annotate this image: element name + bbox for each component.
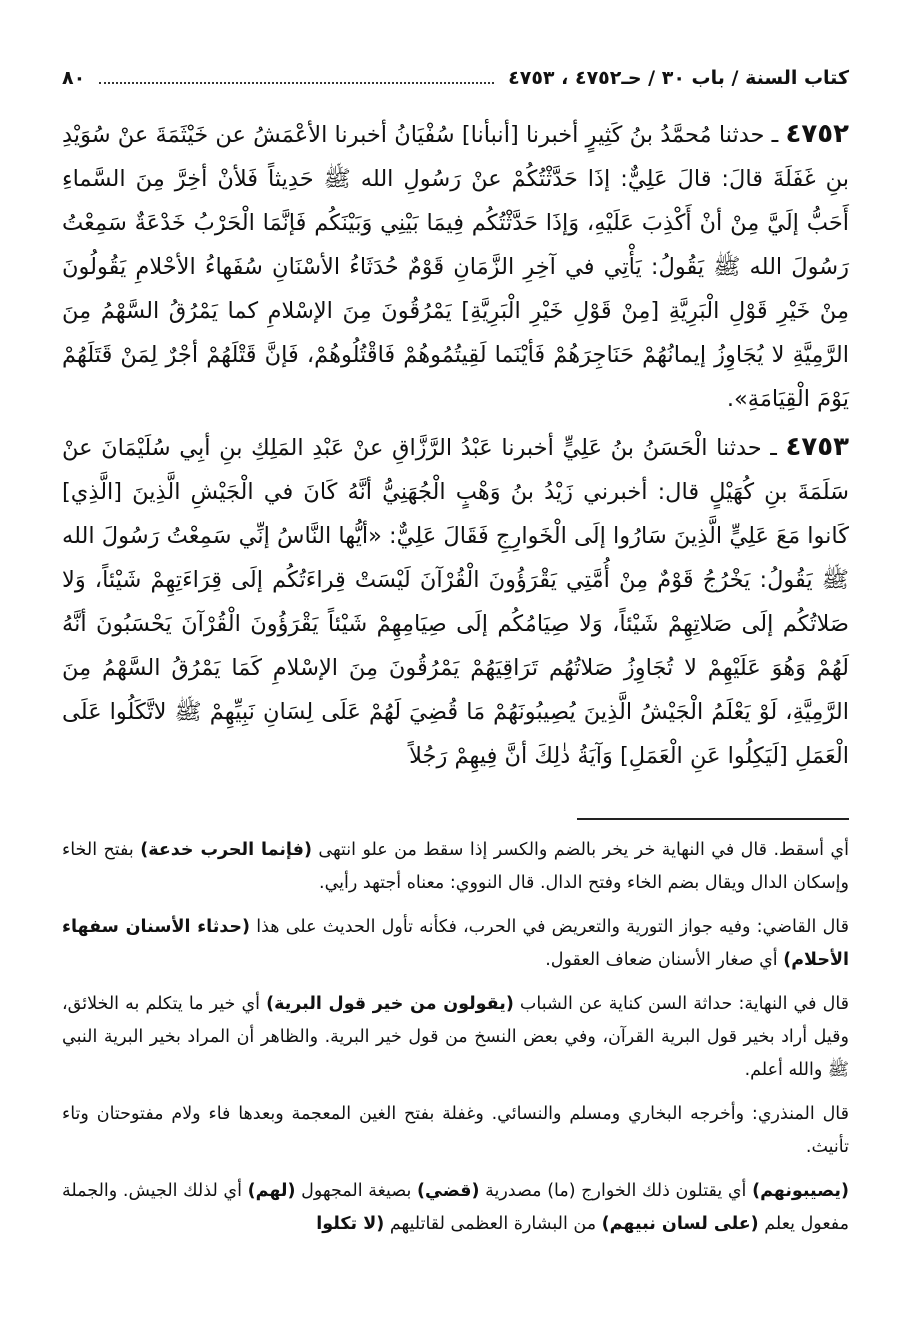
footnote-text: أي يقتلون ذلك الخوارج (ما) مصدرية — [479, 1181, 753, 1201]
footnote-bold-term: (فإنما الحرب خدعة) — [140, 840, 312, 860]
footnote-bold-term: (حدثاء الأسنان سفهاء الأحلام) — [62, 917, 849, 970]
footnote — [62, 1175, 849, 1241]
footnote-bold-term: (لا تكلوا — [316, 1214, 385, 1234]
footnote-text: قال القاضي: وفيه جواز التورية والتعريض في الحرب، فكأنه تأول الحديث على هذا — [250, 917, 849, 937]
footnote — [62, 988, 849, 1087]
footnote-text: قال في النهاية: حداثة السن كناية عن الشباب — [513, 994, 850, 1014]
hadith-number: ٤٧٥٣ — [785, 432, 849, 462]
footnote-text: أي صغار الأسنان ضعاف العقول. — [545, 950, 784, 970]
footnote-bold-term: (يصيبونهم) — [752, 1181, 849, 1201]
hadith-4752 — [62, 112, 849, 421]
hadith-4753 — [62, 425, 849, 778]
footnote — [62, 1098, 849, 1164]
hadith-body: ـ حدثنا مُحمَّدُ بنُ كَثِيرٍ أخبرنا [أنبأنا] سُفْيَانُ أخبرنا الأعْمَشُ عن خَيْثَمَةَ عنْ سُوَيْدِ بنِ غَفَلَةَ قالَ: قالَ عَلِيٌّ: إذَا حَدَّثْتُكُمْ عنْ رَسُولِ الله ﷺ حَدِيثاً فَلأنْ أخِرَّ مِنَ السَّماءِ أَحَبُّ إلَيَّ مِنْ أنْ أَكْذِبَ عَلَيْهِ، وَإذَا حَدَّثْتُكُم فِيمَا بَيْنِي وَبَيْنَكُم فَإنَّمَا الْحَرْبُ خَدْعَةٌ سَمِعْتُ رَسُولَ الله ﷺ يَقُولُ: يَأْتِي في آخِرِ الزَّمَانِ قَوْمٌ حُدَثَاءُ الأسْنَانِ سُفَهاءُ الأحْلامِ يَقُولُونَ مِنْ خَيْرِ قَوْلِ الْبَرِيَّةِ [مِنْ قَوْلِ خَيْرِ الْبَرِيَّةِ] يَمْرُقُونَ مِنَ الإسْلامِ كما يَمْرُقُ السَّهْمُ مِنَ الرَّمِيَّةِ لا يُجَاوِزُ إيمانُهُمْ حَنَاجِرَهُمْ فَأيْنَما لَقِيتُمُوهُمْ فَاقْتُلُوهُمْ، فَإنَّ قَتْلَهُمْ أجْرٌ لِمَنْ قَتَلَهُمْ يَوْمَ الْقِيَامَةِ». — [62, 122, 849, 412]
hadith-text — [62, 112, 849, 778]
footnote-text: أي لذلك الجيش. والجملة مفعول يعلم — [62, 1181, 849, 1234]
footnote-text: بفتح الخاء وإسكان الدال ويقال بضم الخاء وفتح الدال. قال النووي: معناه أجتهد رأيي. — [62, 840, 849, 893]
footnote-text: أي أسقط. قال في النهاية خر يخر بالضم والكسر إذا سقط من علو انتهى — [311, 840, 849, 860]
footnote-bold-term: (يقولون من خير قول البرية) — [266, 994, 514, 1014]
footnote-text: من البشارة العظمى لقاتليهم — [384, 1214, 602, 1234]
footnote — [62, 834, 849, 900]
footnote-separator — [577, 818, 849, 820]
footnote-bold-term: (قضي) — [417, 1181, 480, 1201]
footnote-text: أي خير ما يتكلم به الخلائق، وقيل أراد بخير قول البرية القرآن، وفي بعض النسخ من قول خير البرية. والظاهر أن المراد بخير البرية النبي ﷺ والله أعلم. — [62, 994, 849, 1080]
hadith-body: ـ حدثنا الْحَسَنُ بنُ عَلِيٍّ أخبرنا عَبْدُ الرَّزَّاقِ عنْ عَبْدِ المَلِكِ بنِ أبِي سُلَيْمَانَ عنْ سَلَمَةَ بنِ كُهَيْلٍ قال: أخبرني زَيْدُ بنُ وَهْبٍ الْجُهَنِيُّ أنَّهُ كَانَ في الْجَيْشِ الَّذِينَ [الَّذِي] كَانوا مَعَ عَلِيٍّ الَّذِينَ سَارُوا إلَى الْخَوارِجِ فَقَالَ عَلِيٌّ: «أيُّها النَّاسُ إنِّي سَمِعْتُ رَسُولَ الله ﷺ يَقُولُ: يَخْرُجُ قَوْمٌ مِنْ أُمَّتِي يَقْرَؤُونَ الْقُرْآنَ لَيْسَتْ قِراءَتُكُم إلَى قِرَاءَتِهِمْ شَيْئاً، وَلا صَلاتُكُم إلَى صَلاتِهِمْ شَيْئاً، وَلا صِيَامُكُم إلَى صِيَامِهِمْ شَيْئاً يَقْرَؤُونَ الْقُرْآنَ يَحْسَبُونَ أنَّهُ لَهُمْ وَهُوَ عَلَيْهِمْ لا تُجَاوِزُ صَلاتُهُم تَرَاقِيَهُمْ يَمْرُقُونَ مِنَ الإسْلامِ كَمَا يَمْرُقُ السَّهْمُ مِنَ الرَّمِيَّةِ، لَوْ يَعْلَمُ الْجَيْشُ الَّذِينَ يُصِيبُونَهُمْ مَا قُضِيَ لَهُمْ عَلَى لِسَانِ نَبِيِّهِمْ ﷺ لاتَّكَلُوا عَلَى الْعَمَلِ [لَيَكِلُوا عَنِ الْعَمَلِ] وَآيَةُ ذٰلِكَ أنَّ فِيهِمْ رَجُلاً — [62, 435, 849, 769]
hadith-number: ٤٧٥٢ — [785, 119, 849, 149]
page-header — [62, 58, 849, 98]
dotted-leader — [99, 72, 494, 84]
footnote — [62, 911, 849, 977]
footnotes — [62, 834, 849, 1252]
footnote-bold-term: (لهم) — [247, 1181, 296, 1201]
footnote-text: قال المنذري: وأخرجه البخاري ومسلم والنسائي. وغفلة بفتح الغين المعجمة وبعدها فاء ولام مفتوحتان وتاء تأنيث. — [62, 1104, 849, 1157]
footnote-bold-term: (على لسان نبيهم) — [601, 1214, 759, 1234]
footnote-text: بصيغة المجهول — [295, 1181, 418, 1201]
running-title: كتاب السنة / باب ٣٠ / حـ٤٧٥٢ ، ٤٧٥٣ — [508, 67, 849, 89]
page-number: ٨٠ — [62, 67, 86, 89]
